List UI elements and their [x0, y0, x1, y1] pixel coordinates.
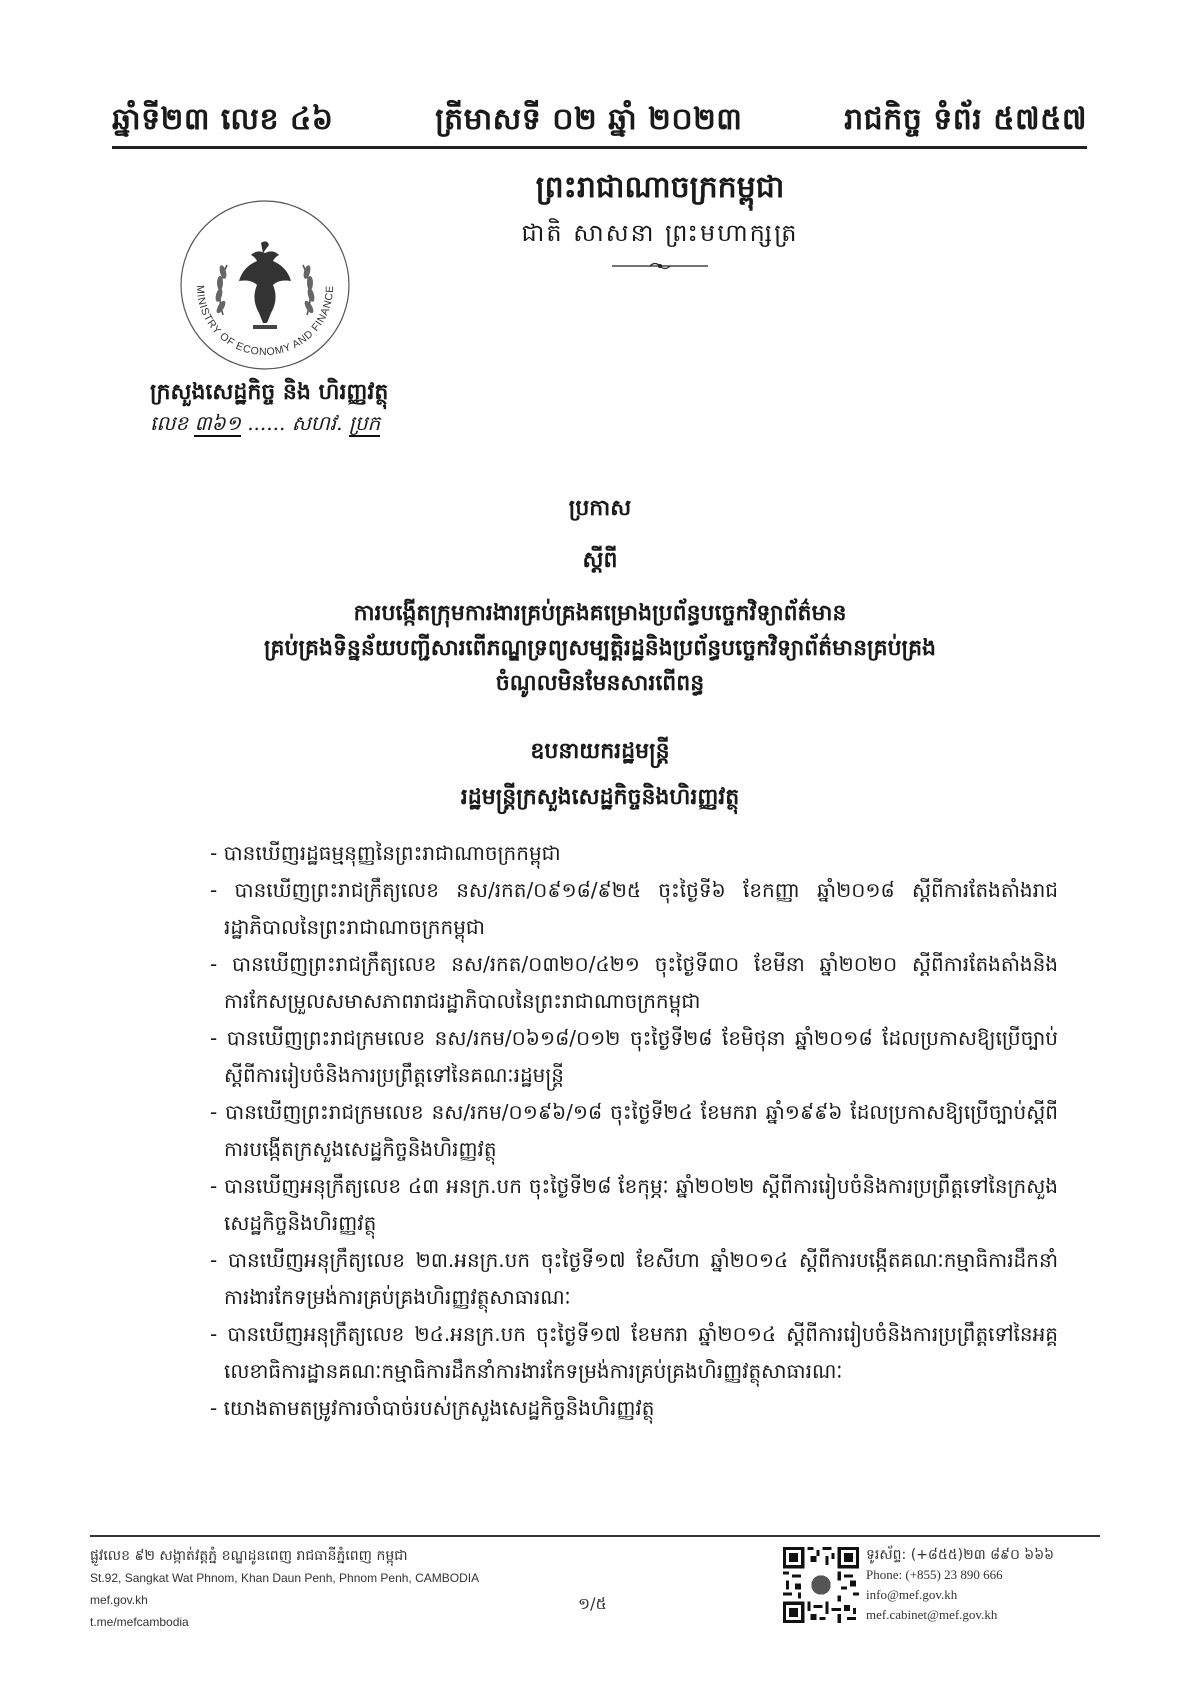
document-subject: [160, 596, 1040, 701]
address-en: St.92, Sangkat Wat Phnom, Khan Daun Penh, Phnom Penh, CAMBODIA: [90, 1571, 480, 1585]
ref-code: ប្រក: [348, 411, 381, 435]
ref-number: ៣៦១: [194, 411, 241, 435]
qr-code-icon[interactable]: [783, 1547, 859, 1623]
document-about: ស្តីពី: [582, 547, 618, 573]
footer-rule: [90, 1535, 1100, 1537]
header-rule: [112, 146, 1087, 149]
consideration-item: - បានឃើញអនុក្រឹត្យលេខ ៤៣ អនក្រ.បក ចុះថ្ងៃទី២៨ ខែកុម្ភៈ ឆ្នាំ២០២២ ស្តីពីការរៀបចំនិងការប្រព្រឹត្តទៅនៃក្រសួងសេដ្ឋកិច្ចនិងហិរញ្ញវត្ថុ: [210, 1174, 1058, 1235]
title-block: [160, 494, 1040, 815]
consideration-item: - បានឃើញព្រះរាជក្រមលេខ នស/រកម/០៦១៨/០១២ ចុះថ្ងៃទី២៨ ខែមិថុនា ឆ្នាំ២០១៨ ដែលប្រកាសឱ្យប្រើច្បាប់ស្តីពីការរៀបចំនិងការប្រព្រឹត្តទៅនៃគណៈរដ្ឋមន្ត្រី: [210, 1026, 1058, 1087]
footer-contact: [866, 1545, 1054, 1625]
reference-number: [150, 410, 380, 440]
consideration-item: - យោងតាមតម្រូវការចាំបាច់របស់ក្រសួងសេដ្ឋកិច្ចនិងហិរញ្ញវត្ថុ: [210, 1396, 655, 1420]
subject-line-2: គ្រប់គ្រងទិន្នន័យបញ្ជីសារពើភណ្ឌទ្រព្យសម្បត្តិរដ្ឋនិងប្រព័ន្ធបច្ចេកវិទ្យាព័ត៌មានគ្រប់គ្រង: [263, 635, 937, 661]
consideration-item: - បានឃើញព្រះរាជក្រឹត្យលេខ នស/រកត/០៣២០/៤២១ ចុះថ្ងៃទី៣០ ខែមីនា ឆ្នាំ២០២០ ស្តីពីការតែងតាំងនិងការកែសម្រួលសមាសភាពរាជរដ្ឋាភិបាលនៃព្រះរាជាណាចក្រកម្ពុជា: [210, 952, 1058, 1013]
gazette-header: [112, 92, 1087, 144]
email-cabinet-link[interactable]: mef.cabinet@mef.gov.kh: [866, 1607, 998, 1622]
gazette-date: ត្រីមាសទី ០២ ឆ្នាំ ២០២៣: [435, 102, 743, 137]
kingdom-header: [400, 168, 920, 273]
consideration-item: - បានឃើញអនុក្រឹត្យលេខ ២៣.អនក្រ.បក ចុះថ្ងៃទី១៧ ខែសីហា ឆ្នាំ២០១៤ ស្តីពីការបង្កើតគណៈកម្មាធិការដឹកនាំការងារកែទម្រង់ការគ្រប់គ្រងហិរញ្ញវត្ថុសាធារណៈ: [210, 1248, 1058, 1309]
ref-label: លេខ: [150, 411, 189, 435]
page-number: ១/៥: [578, 1594, 607, 1613]
subject-line-1: ការបង្កើតក្រុមការងារគ្រប់គ្រងគម្រោងប្រព័ន្ធបច្ចេកវិទ្យាព័ត៌មាន: [353, 600, 847, 626]
ministry-name: ក្រសួងសេដ្ឋកិច្ច និង ហិរញ្ញវត្ថុ: [150, 380, 389, 405]
svg-text:MINISTRY OF ECONOMY AND FINANC: MINISTRY OF ECONOMY AND FINANCE: [193, 284, 337, 359]
consideration-item: - បានឃើញរដ្ឋធម្មនុញ្ញនៃព្រះរាជាណាចក្រកម្ពុជា: [210, 841, 561, 865]
telegram-link[interactable]: t.me/mefcambodia: [90, 1615, 189, 1629]
ornament-divider: [610, 259, 710, 273]
kingdom-name: ព្រះរាជាណាចក្រកម្ពុជា: [535, 170, 785, 205]
document-type: ប្រកាស: [568, 495, 632, 521]
consideration-item: - បានឃើញព្រះរាជក្រឹត្យលេខ នស/រកត/០៩១៨/៩២៥ ចុះថ្ងៃទី៦ ខែកញ្ញា ឆ្នាំ២០១៨ ស្តីពីការតែងតាំងរាជរដ្ឋាភិបាលនៃព្រះរាជាណាចក្រកម្ពុជា: [210, 878, 1058, 939]
subject-line-3: ចំណូលមិនមែនសារពើពន្ធ: [495, 670, 705, 696]
email-info-link[interactable]: info@mef.gov.kh: [866, 1587, 958, 1602]
consideration-item: - បានឃើញព្រះរាជក្រមលេខ នស/រកម/០១៩៦/១៨ ចុះថ្ងៃទី២៤ ខែមករា ឆ្នាំ១៩៩៦ ដែលប្រកាសឱ្យប្រើច្បាប់ស្តីពីការបង្កើតក្រសួងសេដ្ឋកិច្ចនិងហិរញ្ញវត្ថុ: [210, 1100, 1058, 1161]
address-km: ផ្លូវលេខ ៩២ សង្កាត់វត្តភ្នំ ខណ្ឌដូនពេញ រាជធានីភ្នំពេញ កម្ពុជា: [90, 1548, 408, 1564]
official-title-1: ឧបនាយករដ្ឋមន្ត្រី: [530, 738, 670, 764]
consideration-item: - បានឃើញអនុក្រឹត្យលេខ ២៤.អនក្រ.បក ចុះថ្ងៃទី១៧ ខែមករា ឆ្នាំ២០១៤ ស្តីពីការរៀបចំនិងការប្រព្រឹត្តទៅនៃអគ្គលេខាធិការដ្ឋានគណៈកម្មាធិការដឹកនាំការងារកែទម្រង់ការគ្រប់គ្រងហិរញ្ញវត្ថុសាធារណៈ: [210, 1322, 1058, 1383]
kingdom-motto: ជាតិ សាសនា ព្រះមហាក្សត្រ: [521, 219, 799, 247]
phone-km: ទូរស័ព្ទ: (+៨៥៥)២៣ ៨៩០ ៦៦៦: [866, 1547, 1055, 1563]
website-link[interactable]: mef.gov.kh: [90, 1593, 148, 1607]
footer-address: [90, 1545, 479, 1633]
ref-dots: ......: [247, 411, 286, 435]
ministry-seal-icon: [175, 195, 355, 375]
ref-code-label: សហវ.: [291, 411, 343, 435]
gazette-year-issue: ឆ្នាំទី២៣ លេខ ៤៦: [112, 102, 334, 137]
phone-en: Phone: (+855) 23 890 666: [866, 1567, 1003, 1582]
considerations-list: [210, 835, 1058, 1427]
official-title-2: រដ្ឋមន្ត្រីក្រសួងសេដ្ឋកិច្ចនិងហិរញ្ញវត្ថុ: [460, 784, 740, 810]
gazette-page: រាជកិច្ច ទំព័រ ៥៧៥៧: [844, 102, 1087, 137]
